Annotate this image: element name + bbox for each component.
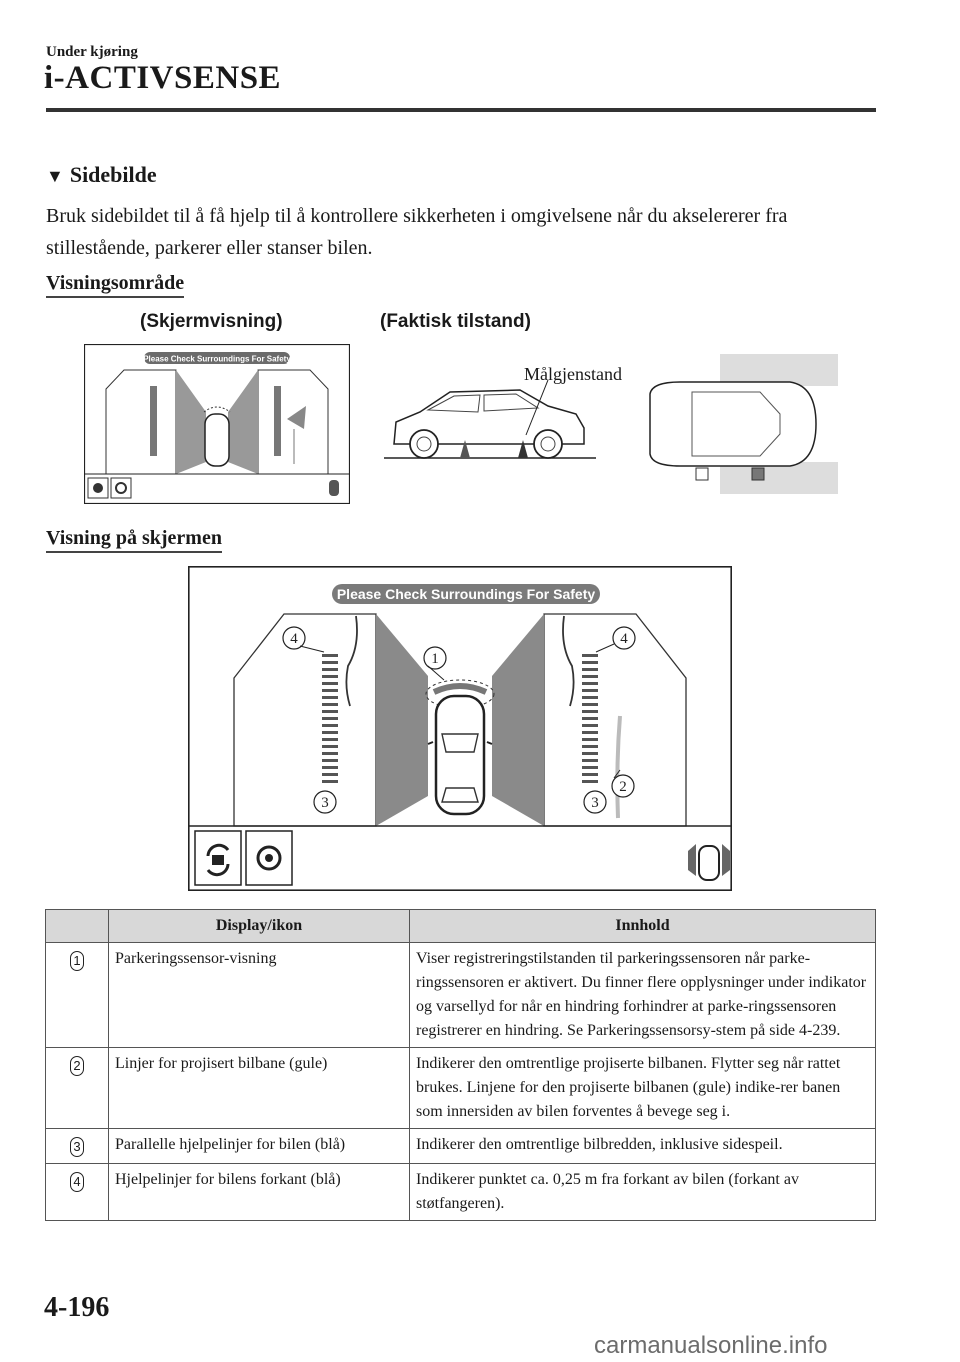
screen-banner: Please Check Surroundings For Safety (336, 586, 596, 602)
row-display: Parkeringssensor-visning (109, 943, 410, 1048)
table-row (46, 1129, 876, 1164)
callout-3-right: 3 (591, 795, 599, 811)
row-number-badge: 4 (70, 1172, 84, 1192)
callout-3-left: 3 (321, 795, 329, 811)
camera-switch-icon (195, 831, 241, 885)
watermark: carmanualsonline.info (594, 1332, 828, 1359)
triangle-icon: ▼ (46, 166, 64, 186)
row-display: Hjelpelinjer for bilens forkant (blå) (109, 1164, 410, 1221)
callout-4-left: 4 (290, 631, 298, 647)
caption-screen: (Skjermvisning) (140, 311, 283, 332)
small-screen-illustration (84, 344, 350, 504)
parking-sensor-icon (688, 844, 730, 880)
car-icon (428, 696, 492, 814)
table-row (46, 943, 876, 1048)
callout-1: 1 (431, 651, 439, 667)
section-title (46, 162, 157, 188)
car-top-illustration (640, 354, 840, 494)
screen-display-illustration (188, 566, 732, 891)
row-content: Indikerer punktet ca. 0,25 m fra forkant av bilen (forkant av støtfangeren). (410, 1164, 876, 1221)
row-display: Parallelle hjelpelinjer for bilen (blå) (109, 1129, 410, 1164)
row-number-badge: 1 (70, 951, 84, 971)
section-kicker: Under kjøring (46, 44, 138, 60)
table-header-content: Innhold (410, 910, 876, 943)
row-content: Indikerer den omtrentlige projiserte bilbanen. Flytter seg når rattet brukes. Linjene for den projiserte bilbanen (gule) indike-rer banen som innersiden av bilen forventes å bevege seg i. (410, 1048, 876, 1129)
target-object-label: Målgjenstand (524, 364, 622, 384)
row-number-badge: 3 (70, 1137, 84, 1157)
table-header-num (46, 910, 109, 943)
section-title-text: Sidebilde (69, 162, 157, 187)
settings-icon (246, 831, 292, 885)
heading-screen-display: Visning på skjermen (46, 527, 222, 553)
row-content: Indikerer den omtrentlige bilbredden, inklusive sidespeil. (410, 1129, 876, 1164)
small-banner: Please Check Surroundings For Safety (143, 354, 291, 364)
page-number: 4-196 (44, 1292, 110, 1323)
row-display: Linjer for projisert bilbane (gule) (109, 1048, 410, 1129)
row-number-badge: 2 (70, 1056, 84, 1076)
chapter-rule (46, 108, 876, 112)
row-content: Viser registreringstilstanden til parkeringssensoren når parke-ringssensoren er aktivert. Du finner flere opplysninger under indikator og varsellyd for når en hindring forhindrer at parke-ringssensoren registrerer en hindring. Se Parkeringssensorsy-stem på side 4-239. (410, 943, 876, 1048)
table-row (46, 1164, 876, 1221)
heading-view-area: Visningsområde (46, 272, 184, 298)
intro-paragraph: Bruk sidebildet til å få hjelp til å kontrollere sikkerheten i omgivelsene når du akselererer fra stillestående, parkerer eller stanser bilen. (46, 205, 788, 259)
caption-actual: (Faktisk tilstand) (380, 311, 531, 332)
callout-4-right: 4 (620, 631, 628, 647)
table-row (46, 1048, 876, 1129)
table-header-display: Display/ikon (109, 910, 410, 943)
info-table (45, 909, 876, 1221)
chapter-title: i-ACTIVSENSE (44, 60, 282, 96)
car-side-illustration (380, 380, 600, 460)
callout-2: 2 (619, 779, 627, 795)
